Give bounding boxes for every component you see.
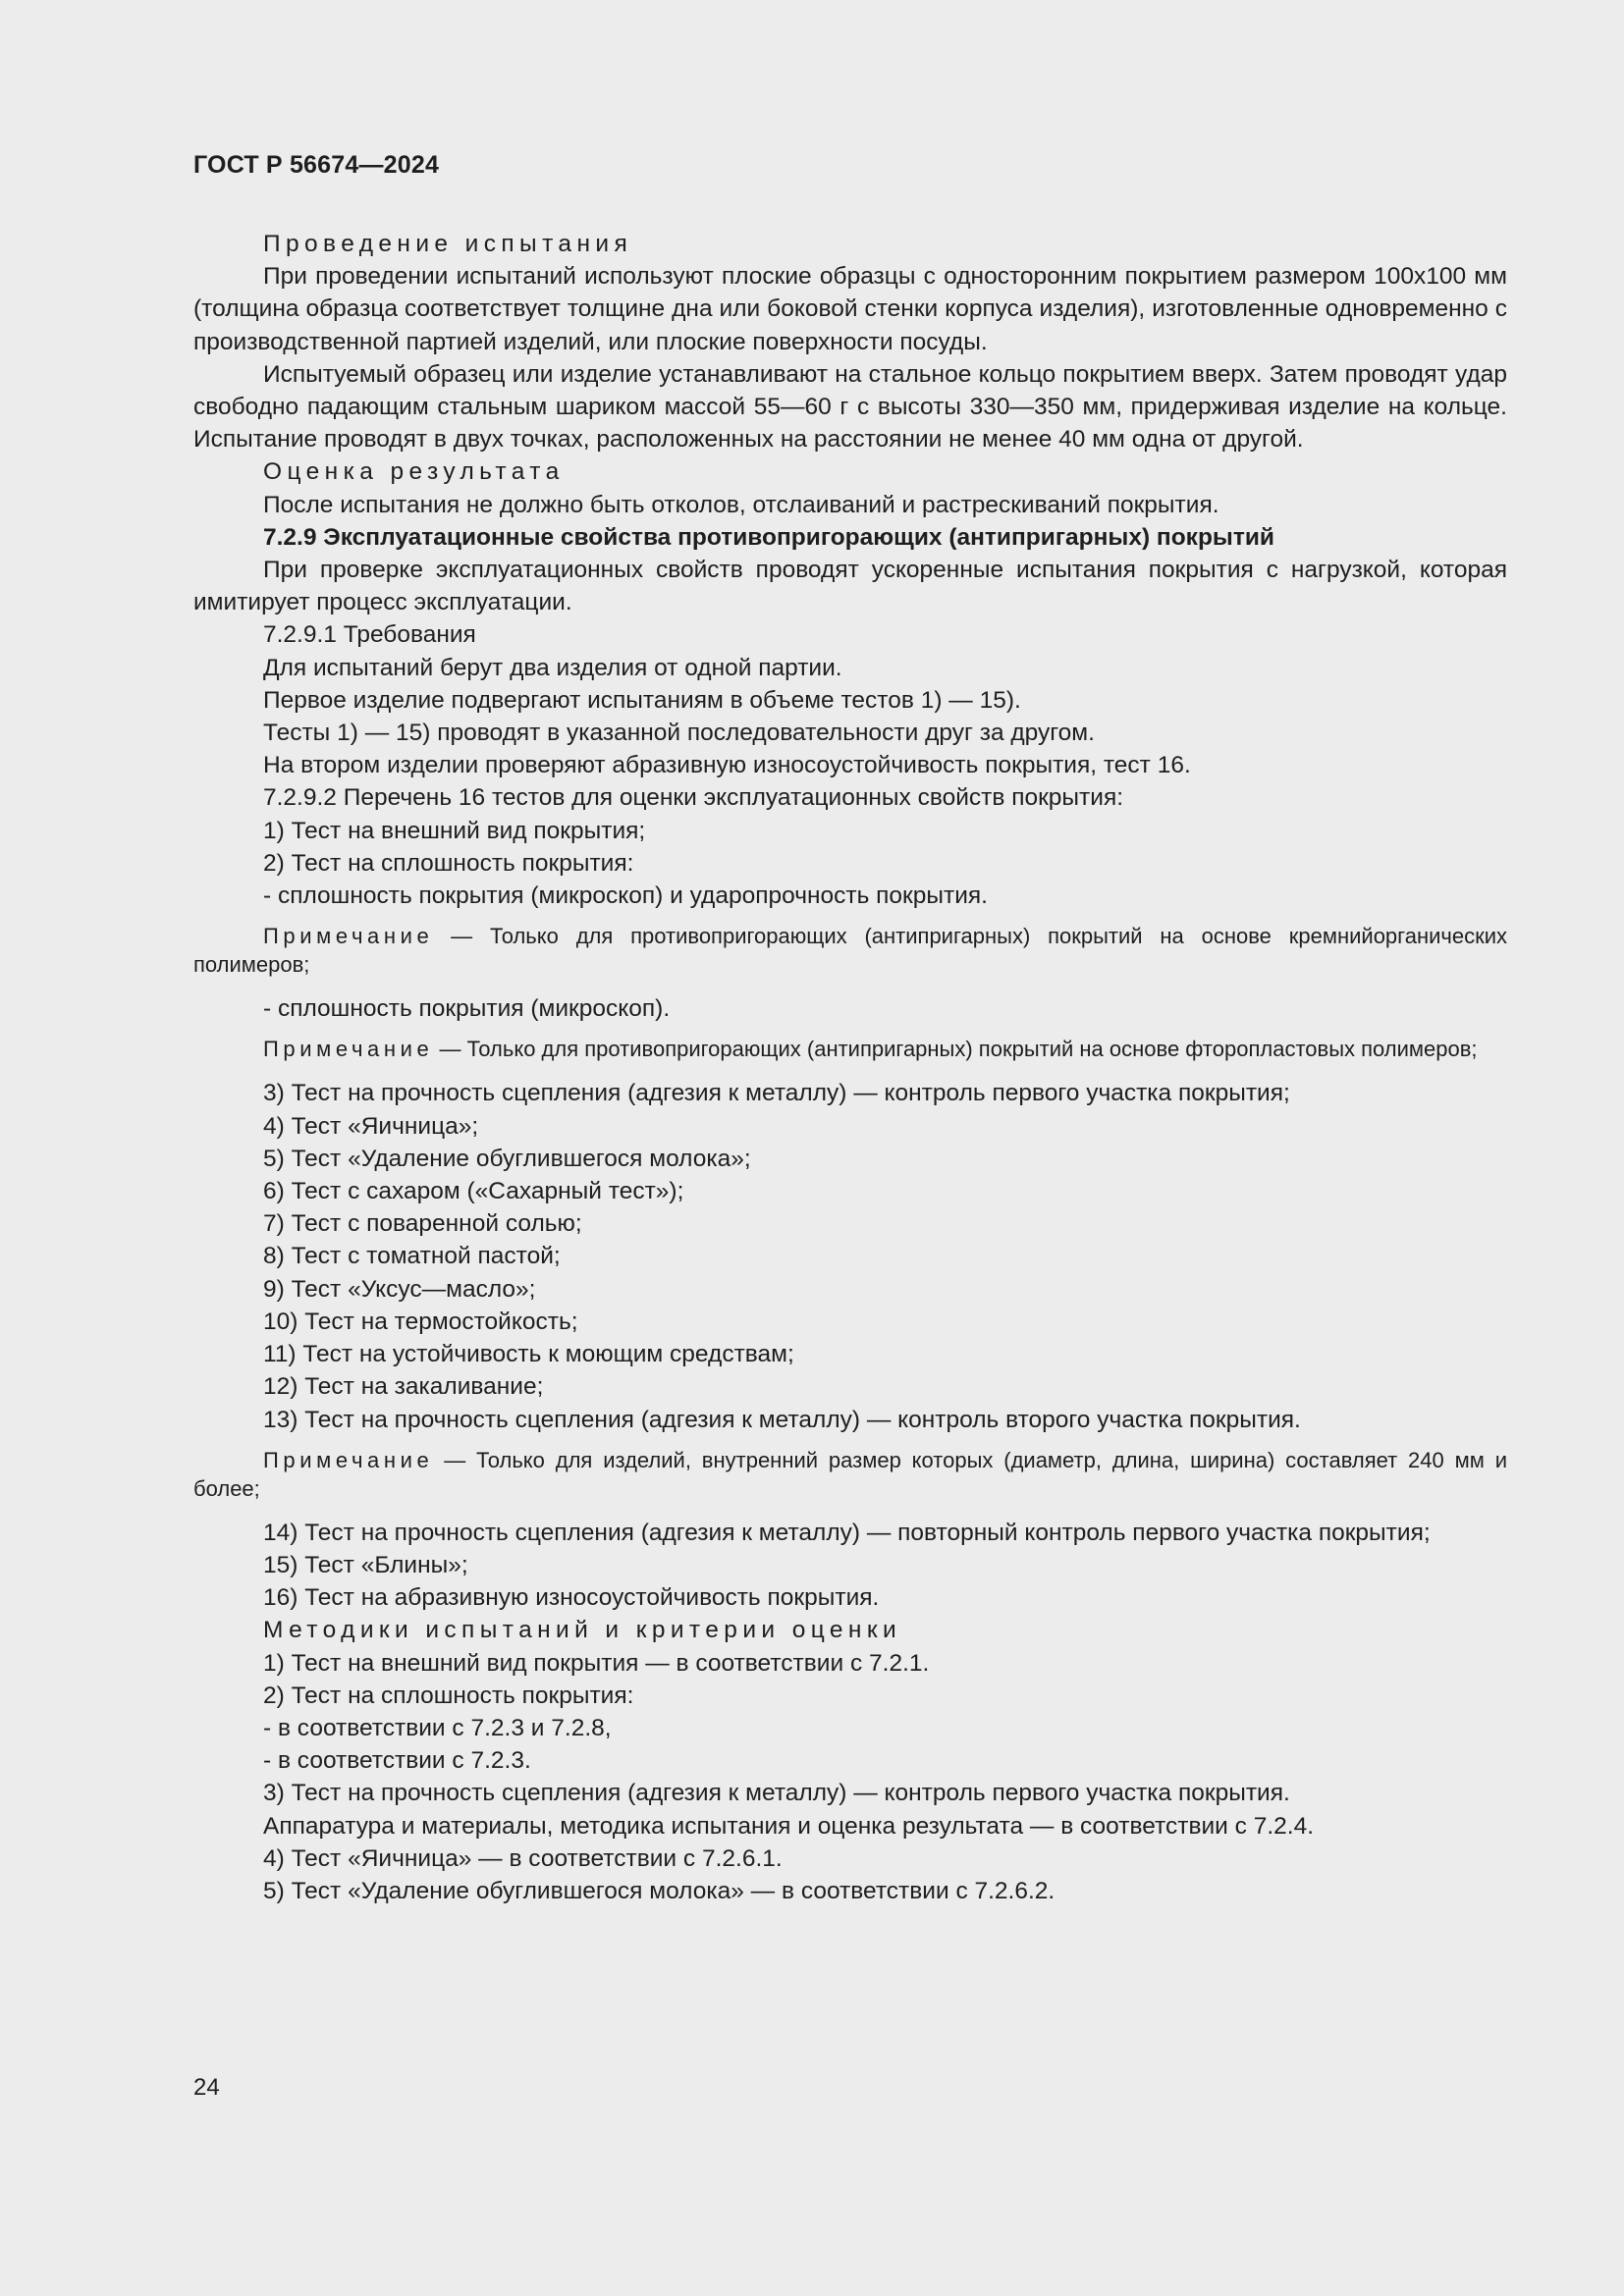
paragraph: Испытуемый образец или изделие устанавливают на стальное кольцо покрытием вверх. Затем проводят удар свободно падающим стальным шариком массой 55—60 г с высоты 330—350 мм, придерживая изделие на кольце. Испытание проводят в двух точках, расположенных на расстоянии не менее 40 мм одна от другой. xyxy=(193,360,1507,454)
list-item: 11) Тест на устойчивость к моющим средствам; xyxy=(263,1341,794,1368)
section-heading: 7.2.9 Эксплуатационные свойства противопригорающих (антипригарных) покрытий xyxy=(263,523,1274,551)
list-item: 4) Тест «Яичница»; xyxy=(263,1112,479,1140)
list-item: 1) Тест на внешний вид покрытия — в соответствии с 7.2.1. xyxy=(263,1649,930,1677)
paragraph: На втором изделии проверяют абразивную износоустойчивость покрытия, тест 16. xyxy=(263,752,1191,779)
list-item: 2) Тест на сплошность покрытия: xyxy=(263,1682,634,1709)
paragraph: После испытания не должно быть отколов, отслаиваний и растрескиваний покрытия. xyxy=(263,491,1219,518)
document-body xyxy=(193,228,1507,1907)
note-label: Примечание xyxy=(263,1037,434,1062)
list-item: 5) Тест «Удаление обуглившегося молока»; xyxy=(263,1145,751,1172)
list-item: 16) Тест на абразивную износоустойчивость покрытия. xyxy=(263,1584,880,1612)
list-item: - в соответствии с 7.2.3 и 7.2.8, xyxy=(263,1714,612,1741)
clause-heading: 7.2.9.1 Требования xyxy=(263,621,476,649)
list-item: 10) Тест на термостойкость; xyxy=(263,1308,578,1335)
paragraph: Аппаратура и материалы, методика испытания и оценка результата — в соответствии с 7.2.4. xyxy=(263,1812,1314,1840)
list-item: 6) Тест с сахаром («Сахарный тест»); xyxy=(263,1178,684,1205)
paragraph: Тесты 1) — 15) проводят в указанной последовательности друг за другом. xyxy=(263,720,1095,747)
list-item: - сплошность покрытия (микроскоп) и ударопрочность покрытия. xyxy=(263,882,988,910)
note-text: — Только для изделий, внутренний размер которых (диаметр, длина, ширина) составляет 240 мм и более; xyxy=(193,1447,1507,1501)
list-item: 9) Тест «Уксус—масло»; xyxy=(263,1275,536,1303)
list-item: 7) Тест с поваренной солью; xyxy=(263,1210,582,1238)
note-text: — Только для противопригорающих (антипригарных) покрытий на основе кремнийорганических полимеров; xyxy=(193,924,1507,978)
list-item: 3) Тест на прочность сцепления (адгезия к металлу) — контроль первого участка покрытия; xyxy=(263,1080,1290,1107)
list-item: 5) Тест «Удаление обуглившегося молока» — в соответствии с 7.2.6.2. xyxy=(263,1877,1056,1904)
note xyxy=(193,922,1507,979)
list-item: 4) Тест «Яичница» — в соответствии с 7.2.6.1. xyxy=(263,1844,783,1872)
list-item: - сплошность покрытия (микроскоп). xyxy=(263,995,671,1023)
page-number: 24 xyxy=(193,2074,220,2101)
paragraph: Первое изделие подвергают испытаниям в объеме тестов 1) — 15). xyxy=(263,686,1021,714)
list-item: 1) Тест на внешний вид покрытия; xyxy=(263,817,646,844)
list-item: 12) Тест на закаливание; xyxy=(263,1373,544,1401)
paragraph: При проведении испытаний используют плоские образцы с односторонним покрытием размером 100x100 мм (толщина образца соответствует толщине дна или боковой стенки корпуса изделия), изготовленные одновременно с производственной партией изделий, или плоские поверхности посуды. xyxy=(193,263,1507,355)
clause-heading: 7.2.9.2 Перечень 16 тестов для оценки эксплуатационных свойств покрытия: xyxy=(263,784,1124,812)
list-item: 15) Тест «Блины»; xyxy=(263,1551,468,1578)
document-header: ГОСТ Р 56674—2024 xyxy=(193,151,440,179)
list-item: - в соответствии с 7.2.3. xyxy=(263,1747,531,1775)
list-item: 8) Тест с томатной пастой; xyxy=(263,1243,561,1270)
list-item: 3) Тест на прочность сцепления (адгезия к металлу) — контроль первого участка покрытия. xyxy=(263,1780,1290,1807)
note-label: Примечание xyxy=(263,924,434,949)
note-label: Примечание xyxy=(263,1447,434,1472)
paragraph: При проверке эксплуатационных свойств проводят ускоренные испытания покрытия с нагрузкой, которая имитирует процесс эксплуатации. xyxy=(193,557,1507,616)
list-item: 13) Тест на прочность сцепления (адгезия к металлу) — контроль второго участка покрытия. xyxy=(263,1406,1301,1433)
paragraph: Для испытаний берут два изделия от одной партии. xyxy=(263,654,842,681)
list-item: 14) Тест на прочность сцепления (адгезия к металлу) — повторный контроль первого участка покрытия; xyxy=(263,1519,1431,1546)
subheading-result-evaluation: Оценка результата xyxy=(263,458,565,486)
note xyxy=(193,1446,1507,1503)
subheading-test-procedure: Проведение испытания xyxy=(263,231,633,257)
note xyxy=(193,1035,1507,1063)
list-item: 2) Тест на сплошность покрытия: xyxy=(263,849,634,877)
note-text: — Только для противопригорающих (антипригарных) покрытий на основе фторопластовых полимеров; xyxy=(433,1037,1478,1062)
subheading-methods: Методики испытаний и критерии оценки xyxy=(263,1617,902,1644)
